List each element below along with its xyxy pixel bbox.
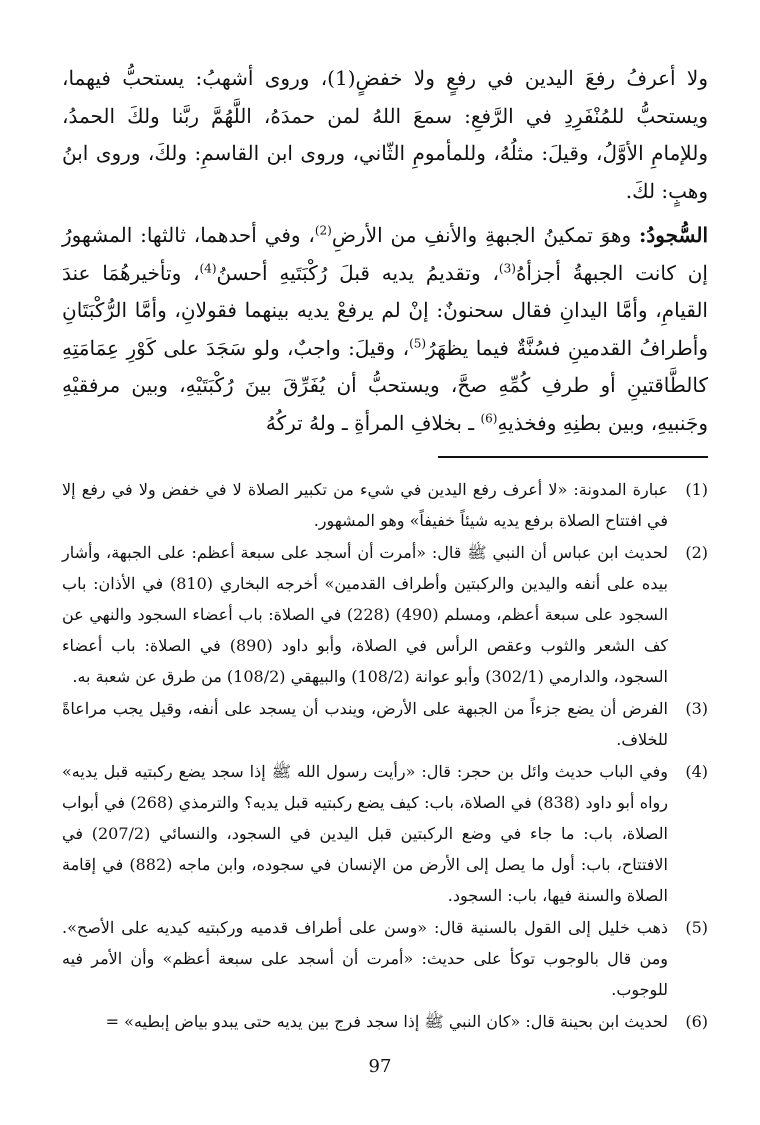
footnote-item	[62, 537, 708, 692]
text-segment: ـ بخلافِ المرأةِ ـ ولهُ تركُهُ	[265, 410, 481, 435]
footnote-text: الفرض أن يضع جزءاً من الجبهة على الأرض، ويندب أن يسجد على أنفه، وقيل يجب مراعاةً للخلاف.	[62, 699, 668, 749]
footnote-text: عبارة المدونة: «لا أعرف رفع اليدين في شيء من تكبير الصلاة لا في خفض ولا في رفع إلا في افتتاح الصلاة برفع يديه شيئاً خفيفاً» وهو المشهور.	[62, 480, 669, 530]
footnote-item	[62, 693, 708, 755]
footnote-text: وفي الباب حديث وائل بن حجر: قال: «رأيت رسول الله ﷺ إذا سجد يضع ركبتيه قبل يديه» رواه أبو داود (838) في الصلاة، باب: كيف يضع ركبتيه قبل يديه؟ والترمذي (268) في أبواب الصلاة، باب: ما جاء في وضع الركبتين قبل اليدين في السجود، والنسائي (207/2) في الافتتاح، باب: أول ما يصل إلى الأرض من الإنسان في سجوده، وابن ماجه (882) في إقامة الصلاة والسنة فيها، باب: السجود.	[62, 762, 669, 905]
page-number: 97	[368, 1056, 392, 1077]
footnote-text: لحديث ابن بحينة قال: «كان النبي ﷺ إذا سجد فرج بين يديه حتى يبدو بياض إبطيه» =	[105, 1012, 668, 1031]
paragraph-prostration	[62, 217, 708, 442]
footnote-ref[interactable]: (2)	[314, 223, 332, 238]
footnote-item	[62, 912, 708, 1005]
text-segment: وهوَ تمكينُ الجبهةِ والأنفِ من الأرضِ	[331, 223, 639, 247]
footnote-number: (6)	[685, 1012, 708, 1031]
footnote-ref[interactable]: (6)	[480, 410, 498, 425]
footnote-ref[interactable]: (4)	[199, 260, 217, 275]
footnote-number: (1)	[685, 480, 708, 499]
section-term-sujud: السُّجودُ:	[638, 223, 709, 247]
footnote-item	[62, 474, 708, 536]
text-segment: ، وتقديمُ يديه قبلَ رُكْبَتَيهِ أحسنُ	[216, 260, 499, 285]
footnote-ref[interactable]: (5)	[409, 335, 427, 350]
footnote-number: (5)	[685, 918, 708, 937]
footnote-ref[interactable]: (3)	[498, 260, 516, 275]
footnote-item	[62, 756, 708, 911]
footnote-number: (4)	[685, 762, 708, 781]
footnote-number: (2)	[685, 543, 708, 562]
footnote-number: (3)	[685, 699, 708, 718]
footnote-text: لحديث ابن عباس أن النبي ﷺ قال: «أمرت أن أسجد على سبعة أعظم: على الجبهة، وأشار بيده على أنفه واليدين والركبتين وأطراف القدمين» أخرجه البخاري (810) في الأذان: باب السجود على سبعة أعظم، ومسلم (490) (228) في الصلاة: باب أعضاء السجود والنهي عن كف الشعر والثوب وعقص الرأس في الصلاة، وأبو داود (890) في الصلاة: باب أعضاء السجود، والدارمي (302/1) وأبو عوانة (108/2) والبيهقي (108/2) من طرق عن شعبة به.	[62, 543, 669, 686]
footnote-item	[62, 1006, 708, 1037]
footnote-divider	[438, 456, 708, 458]
paragraph-hand-raising: ولا أعرفُ رفعَ اليدين في رفعٍ ولا خفضٍ(1)، وروى أشهبُ: يستحبُّ فيهما، ويستحبُّ للمُنْفَرِدِ في الرَّفعِ: سمعَ اللهُ لمن حمدَهُ، اللَّهُمَّ ربَّنا ولكَ الحمدُ، وللإمامِ الأوَّلُ، وقيلَ: مثلُهُ، وللمأمومِ الثّاني، وروى ابن القاسمِ: ولكَ، وروى ابنُ وهبٍ: لكَ.	[62, 66, 708, 203]
footnotes	[62, 474, 708, 1037]
page-content	[62, 60, 708, 1038]
text-segment: ، وفي أحدهما، ثالثها: المشهورُ إن كانت الجبهةُ أجزأهُ	[62, 223, 708, 285]
text-segment: ، وقيلَ: واجبٌ، ولو سَجَدَ على كَوْرِ عِمَامَتِهِ كالطَّاقتينِ أو طرفِ كُمِّهِ صحَّ، ويستحبُّ أن يُفَرِّقَ بينَ رُكْبَتَيْهِ، وبين مرفقيْهِ وجَنبيهِ، وبين بطنِهِ وفخذيهِ	[62, 335, 708, 435]
footnote-text: ذهب خليل إلى القول بالسنية قال: «وسن على أطراف قدميه وركبتيه كيديه على الأصح». ومن قال بالوجوب توكأ على حديث: «أمرت أن أسجد على سبعة أعظم» وأن الأمر فيه للوجوب.	[62, 918, 668, 999]
text-segment: ، وتأخيرهُمَا عندَ القيامِ، وأمَّا اليدانِ فقال سحنونٌ: إنْ لم يرفعْ يديه بينهما فقولانِ، وأمَّا الرُّكْبَتَانِ وأطرافُ القدمينِ فسُنَّةٌ فيما يظهَرُ	[62, 260, 708, 360]
